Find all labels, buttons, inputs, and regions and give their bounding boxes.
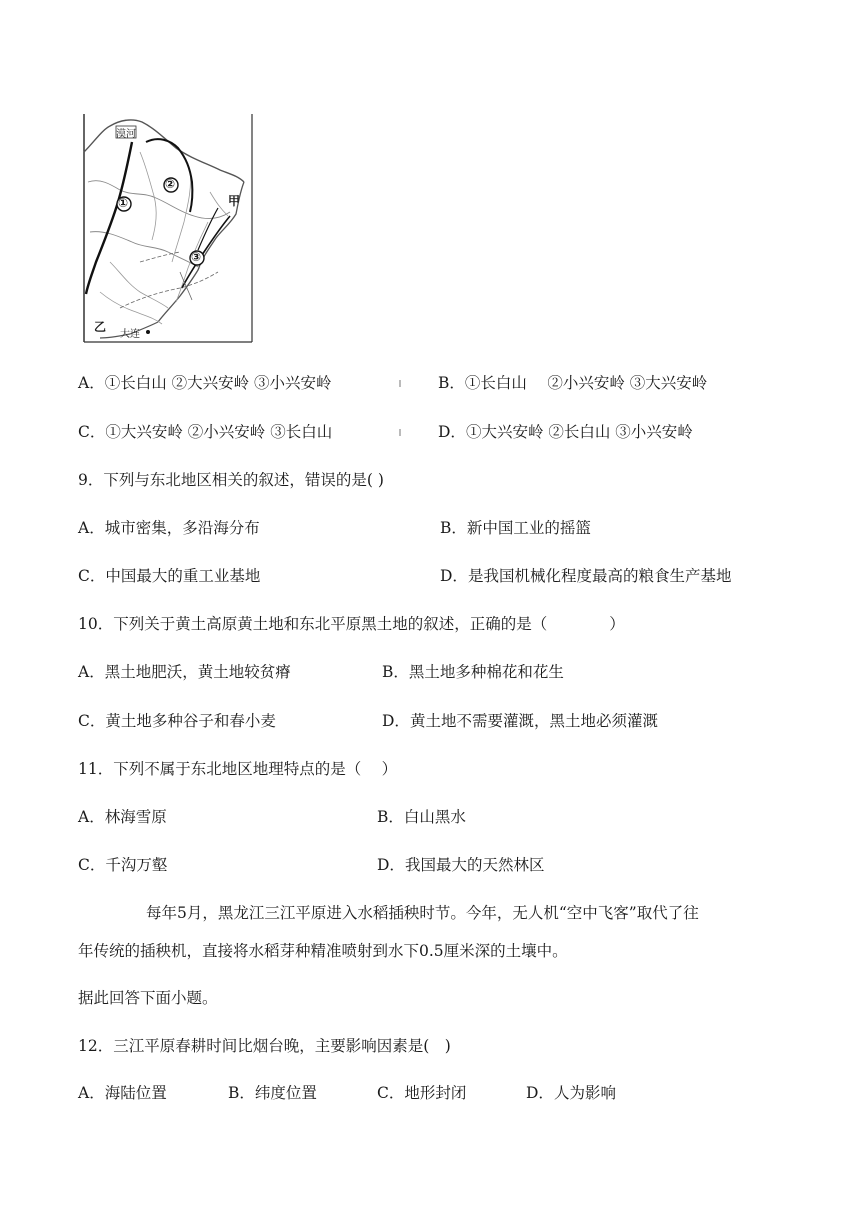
option-text: 黑土地肥沃，黄土地较贫瘠	[104, 663, 291, 681]
q8-option-a	[78, 373, 332, 393]
map-label-dalian: 大连	[120, 329, 140, 340]
option-letter: D．	[440, 567, 468, 585]
option-letter: C．	[78, 423, 106, 441]
option-text: 地形封闭	[404, 1084, 467, 1102]
map-label-mohe: 漠河	[116, 129, 136, 140]
q9-option-a	[78, 518, 260, 538]
q8-option-b	[438, 373, 707, 393]
option-text: ①长白山 ②大兴安岭 ③小兴安岭	[104, 374, 332, 392]
map-label-2: ②	[165, 177, 176, 191]
passage-line-3: 据此回答下面小题。	[78, 989, 218, 1007]
option-text: 千沟万壑	[105, 856, 168, 874]
option-text: ①长白山 ②小兴安岭 ③大兴安岭	[464, 374, 708, 392]
option-letter: B．	[382, 663, 409, 681]
option-text: 黄土地多种谷子和春小麦	[105, 712, 276, 730]
q12-option-c	[377, 1083, 466, 1103]
option-text: ①大兴安岭 ②小兴安岭 ③长白山	[105, 423, 333, 441]
q8-option-c	[78, 422, 332, 442]
map-label-yi: 乙	[94, 320, 107, 334]
q11-option-d	[377, 855, 544, 875]
q8-option-d	[438, 422, 693, 442]
map-label-1: ①	[118, 196, 129, 210]
option-text: 海陆位置	[104, 1084, 167, 1102]
q10-option-a	[78, 662, 291, 682]
q9-stem: 9．下列与东北地区相关的叙述，错误的是( )	[78, 471, 384, 489]
option-text: 人为影响	[553, 1084, 616, 1102]
option-letter: C．	[78, 567, 106, 585]
option-text: 纬度位置	[254, 1084, 317, 1102]
option-letter: A．	[78, 808, 105, 826]
q10-option-c	[78, 711, 276, 731]
option-letter: D．	[382, 712, 410, 730]
option-letter: B．	[438, 374, 465, 392]
option-letter: D．	[438, 423, 466, 441]
map-label-3: ③	[191, 250, 202, 264]
option-text: 城市密集，多沿海分布	[104, 519, 260, 537]
option-letter: A．	[78, 374, 105, 392]
q10-option-d	[382, 711, 658, 731]
option-letter: A．	[78, 519, 105, 537]
separator-mark	[399, 380, 401, 387]
map-label-jia: 甲	[228, 194, 241, 208]
option-text: 林海雪原	[104, 808, 167, 826]
option-letter: C．	[78, 712, 106, 730]
map-svg	[80, 112, 256, 344]
option-letter: C．	[78, 856, 106, 874]
option-text: 我国最大的天然林区	[404, 856, 545, 874]
option-letter: B．	[440, 519, 467, 537]
q9-option-c	[78, 566, 260, 586]
option-text: 黑土地多种棉花和花生	[408, 663, 564, 681]
passage-line-1: 每年5月，黑龙江三江平原进入水稻插秧时节。今年，无人机“空中飞客”取代了往	[146, 904, 699, 922]
option-text: 白山黑水	[403, 808, 466, 826]
separator-mark	[399, 429, 401, 436]
q11-option-b	[377, 807, 466, 827]
q9-option-b	[440, 518, 591, 538]
northeast-china-map	[80, 112, 256, 344]
q12-option-d	[526, 1083, 616, 1103]
q12-option-a	[78, 1083, 167, 1103]
option-text: 中国最大的重工业基地	[105, 567, 261, 585]
q10-stem: 10．下列关于黄土高原黄土地和东北平原黑土地的叙述，正确的是（ ）	[78, 615, 625, 633]
option-text: 新中国工业的摇篮	[466, 519, 591, 537]
q12-option-b	[228, 1083, 317, 1103]
option-text: 是我国机械化程度最高的粮食生产基地	[467, 567, 732, 585]
option-letter: D．	[526, 1084, 554, 1102]
q11-option-a	[78, 807, 167, 827]
option-letter: B．	[228, 1084, 255, 1102]
q9-option-d	[440, 566, 731, 586]
q11-stem: 11．下列不属于东北地区地理特点的是（ ）	[78, 760, 398, 778]
option-text: 黄土地不需要灌溉，黑土地必须灌溉	[409, 712, 658, 730]
option-letter: A．	[78, 1084, 105, 1102]
option-letter: D．	[377, 856, 405, 874]
passage-line-2: 年传统的插秧机，直接将水稻芽种精准喷射到水下0.5厘米深的土壤中。	[78, 942, 568, 960]
option-letter: C．	[377, 1084, 405, 1102]
option-letter: A．	[78, 663, 105, 681]
option-text: ①大兴安岭 ②长白山 ③小兴安岭	[465, 423, 693, 441]
q10-option-b	[382, 662, 564, 682]
q11-option-c	[78, 855, 167, 875]
option-letter: B．	[377, 808, 404, 826]
q12-stem: 12．三江平原春耕时间比烟台晚，主要影响因素是( )	[78, 1037, 451, 1055]
